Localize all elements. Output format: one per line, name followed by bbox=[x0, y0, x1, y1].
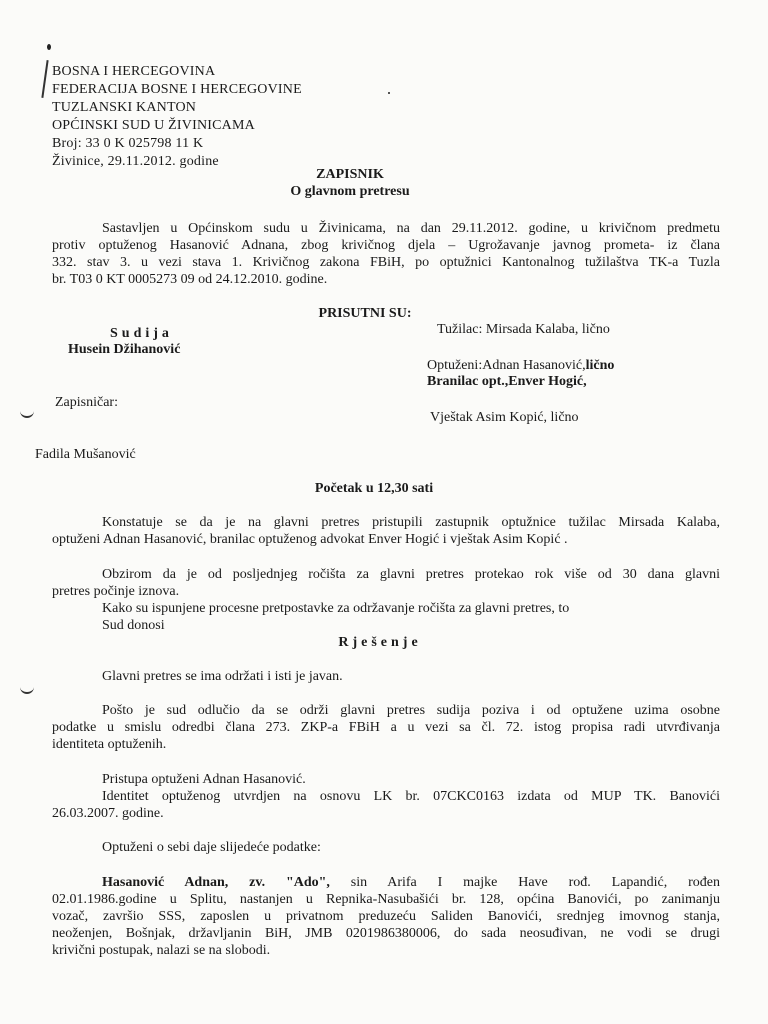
recorder-name: Fadila Mušanović bbox=[35, 447, 136, 462]
accused-parents: sin Arifa I majke Have rođ. Lapandić, rođen bbox=[329, 875, 720, 890]
para-line: Obzirom da je od posljednjeg ročišta za glavni pretres protekao rok više od 30 dana glavni bbox=[102, 567, 720, 582]
judge-label: Sudija bbox=[110, 326, 173, 341]
intro-line: br. T03 0 KT 0005273 09 od 24.12.2010. godine. bbox=[52, 272, 328, 287]
para-line: Kako su ispunjene procesne pretpostavke za održavanje ročišta za glavni pretres, to bbox=[102, 601, 570, 616]
judge-name: Husein Džihanović bbox=[68, 342, 181, 357]
accused-text: Optuženi:Adnan Hasanović, bbox=[427, 358, 586, 373]
para-line: Konstatuje se da je na glavni pretres pristupili zastupnik optužnice tužilac Mirsada Kalaba, bbox=[102, 515, 720, 530]
intro-paragraph bbox=[52, 220, 720, 288]
margin-tick-mark bbox=[20, 686, 34, 694]
accused-status: lično bbox=[585, 358, 615, 373]
defense-line: Branilac opt.,Enver Hogić, bbox=[427, 374, 587, 389]
document-date: Živinice, 29.11.2012. godine bbox=[52, 154, 219, 169]
identity-paragraph bbox=[52, 788, 720, 822]
present-heading: PRISUTNI SU: bbox=[318, 306, 412, 321]
para-line: krivični postupak, nalazi se na slobodi. bbox=[52, 943, 271, 958]
para-line: optuženi Adnan Hasanović, branilac optuženog advokat Enver Hogić i vještak Asim Kopić . bbox=[52, 532, 568, 547]
para-line: 26.03.2007. godine. bbox=[52, 806, 164, 821]
intro-line: protiv optuženog Hasanović Adnana, zbog krivičnog djela – Ugrožavanje javnog prometa- iz člana bbox=[52, 238, 720, 253]
header-line: OPĆINSKI SUD U ŽIVINICAMA bbox=[52, 118, 255, 133]
accused-details-paragraph bbox=[52, 874, 720, 959]
session-start: Početak u 12,30 sati bbox=[314, 481, 434, 496]
margin-bracket-mark bbox=[41, 60, 48, 98]
time-lapse-paragraph bbox=[52, 566, 720, 600]
para-line: podatke u smislu odredbi člana 273. ZKP-a FBiH a u vezi sa čl. 72. istog propisa radi utvrđivanja bbox=[52, 720, 720, 735]
document-subtitle: O glavnom pretresu bbox=[290, 184, 410, 199]
para-line: neoženjen, Bošnjak, državljanin BiH, JMB 0201986380006, do sada neosuđivan, ne vodi se drugi bbox=[52, 926, 720, 941]
para-line: Pošto je sud odlučio da se održi glavni pretres sudija poziva i od optužene uzima osobne bbox=[102, 703, 720, 718]
para-line: 02.01.1986.godine u Splitu, nastanjen u Repnika-Nasubašići br. 128, općina Banovići, po zanimanju bbox=[52, 892, 720, 907]
data-intro: Optuženi o sebi daje slijedeće podatke: bbox=[102, 840, 321, 855]
recorder-label: Zapisničar: bbox=[55, 395, 118, 410]
para-line: Sud donosi bbox=[102, 618, 165, 633]
expert-line: Vještak Asim Kopić, lično bbox=[430, 410, 579, 425]
document-title: ZAPISNIK bbox=[316, 167, 384, 182]
conditions-paragraph bbox=[52, 600, 720, 634]
intro-line: Sastavljen u Općinskom sudu u Živinicama, na dan 29.11.2012. godine, u krivičnom predmetu bbox=[102, 221, 720, 236]
para-line bbox=[52, 874, 720, 891]
header-line: TUZLANSKI KANTON bbox=[52, 100, 197, 115]
personal-data-paragraph bbox=[52, 702, 720, 753]
header-line: BOSNA I HERCEGOVINA bbox=[52, 64, 216, 79]
prosecutor-line: Tužilac: Mirsada Kalaba, lično bbox=[437, 322, 610, 337]
header-line: FEDERACIJA BOSNE I HERCEGOVINE bbox=[52, 82, 302, 97]
accused-full-name: Hasanović Adnan, zv. "Ado", bbox=[102, 875, 330, 890]
punch-mark bbox=[47, 44, 51, 50]
para-line: Identitet optuženog utvrdjen na osnovu LK br. 07CKC0163 izdata od MUP TK. Banovići bbox=[102, 789, 720, 804]
attendance-paragraph bbox=[52, 514, 720, 548]
court-header bbox=[52, 63, 302, 171]
para-line: identiteta optuženih. bbox=[52, 737, 167, 752]
accused-line bbox=[427, 357, 614, 374]
margin-tick-mark bbox=[20, 410, 34, 418]
para-line: pretres počinje iznova. bbox=[52, 584, 180, 599]
accused-appears: Pristupa optuženi Adnan Hasanović. bbox=[102, 772, 306, 787]
decision-heading: Rješenje bbox=[338, 635, 422, 650]
para-line: vozač, završio SSS, zaposlen u privatnom preduzeću Saliden Banovići, srednjeg imovnog stanja, bbox=[52, 909, 720, 924]
stray-dot-mark bbox=[388, 92, 390, 94]
intro-line: 332. stav 3. u vezi stava 1. Krivičnog zakona FBiH, po optužnici Kantonalnog tužilaštva TK-a Tuzla bbox=[52, 255, 720, 270]
case-number: Broj: 33 0 K 025798 11 K bbox=[52, 136, 204, 151]
decision-text: Glavni pretres se ima održati i isti je javan. bbox=[102, 669, 343, 684]
